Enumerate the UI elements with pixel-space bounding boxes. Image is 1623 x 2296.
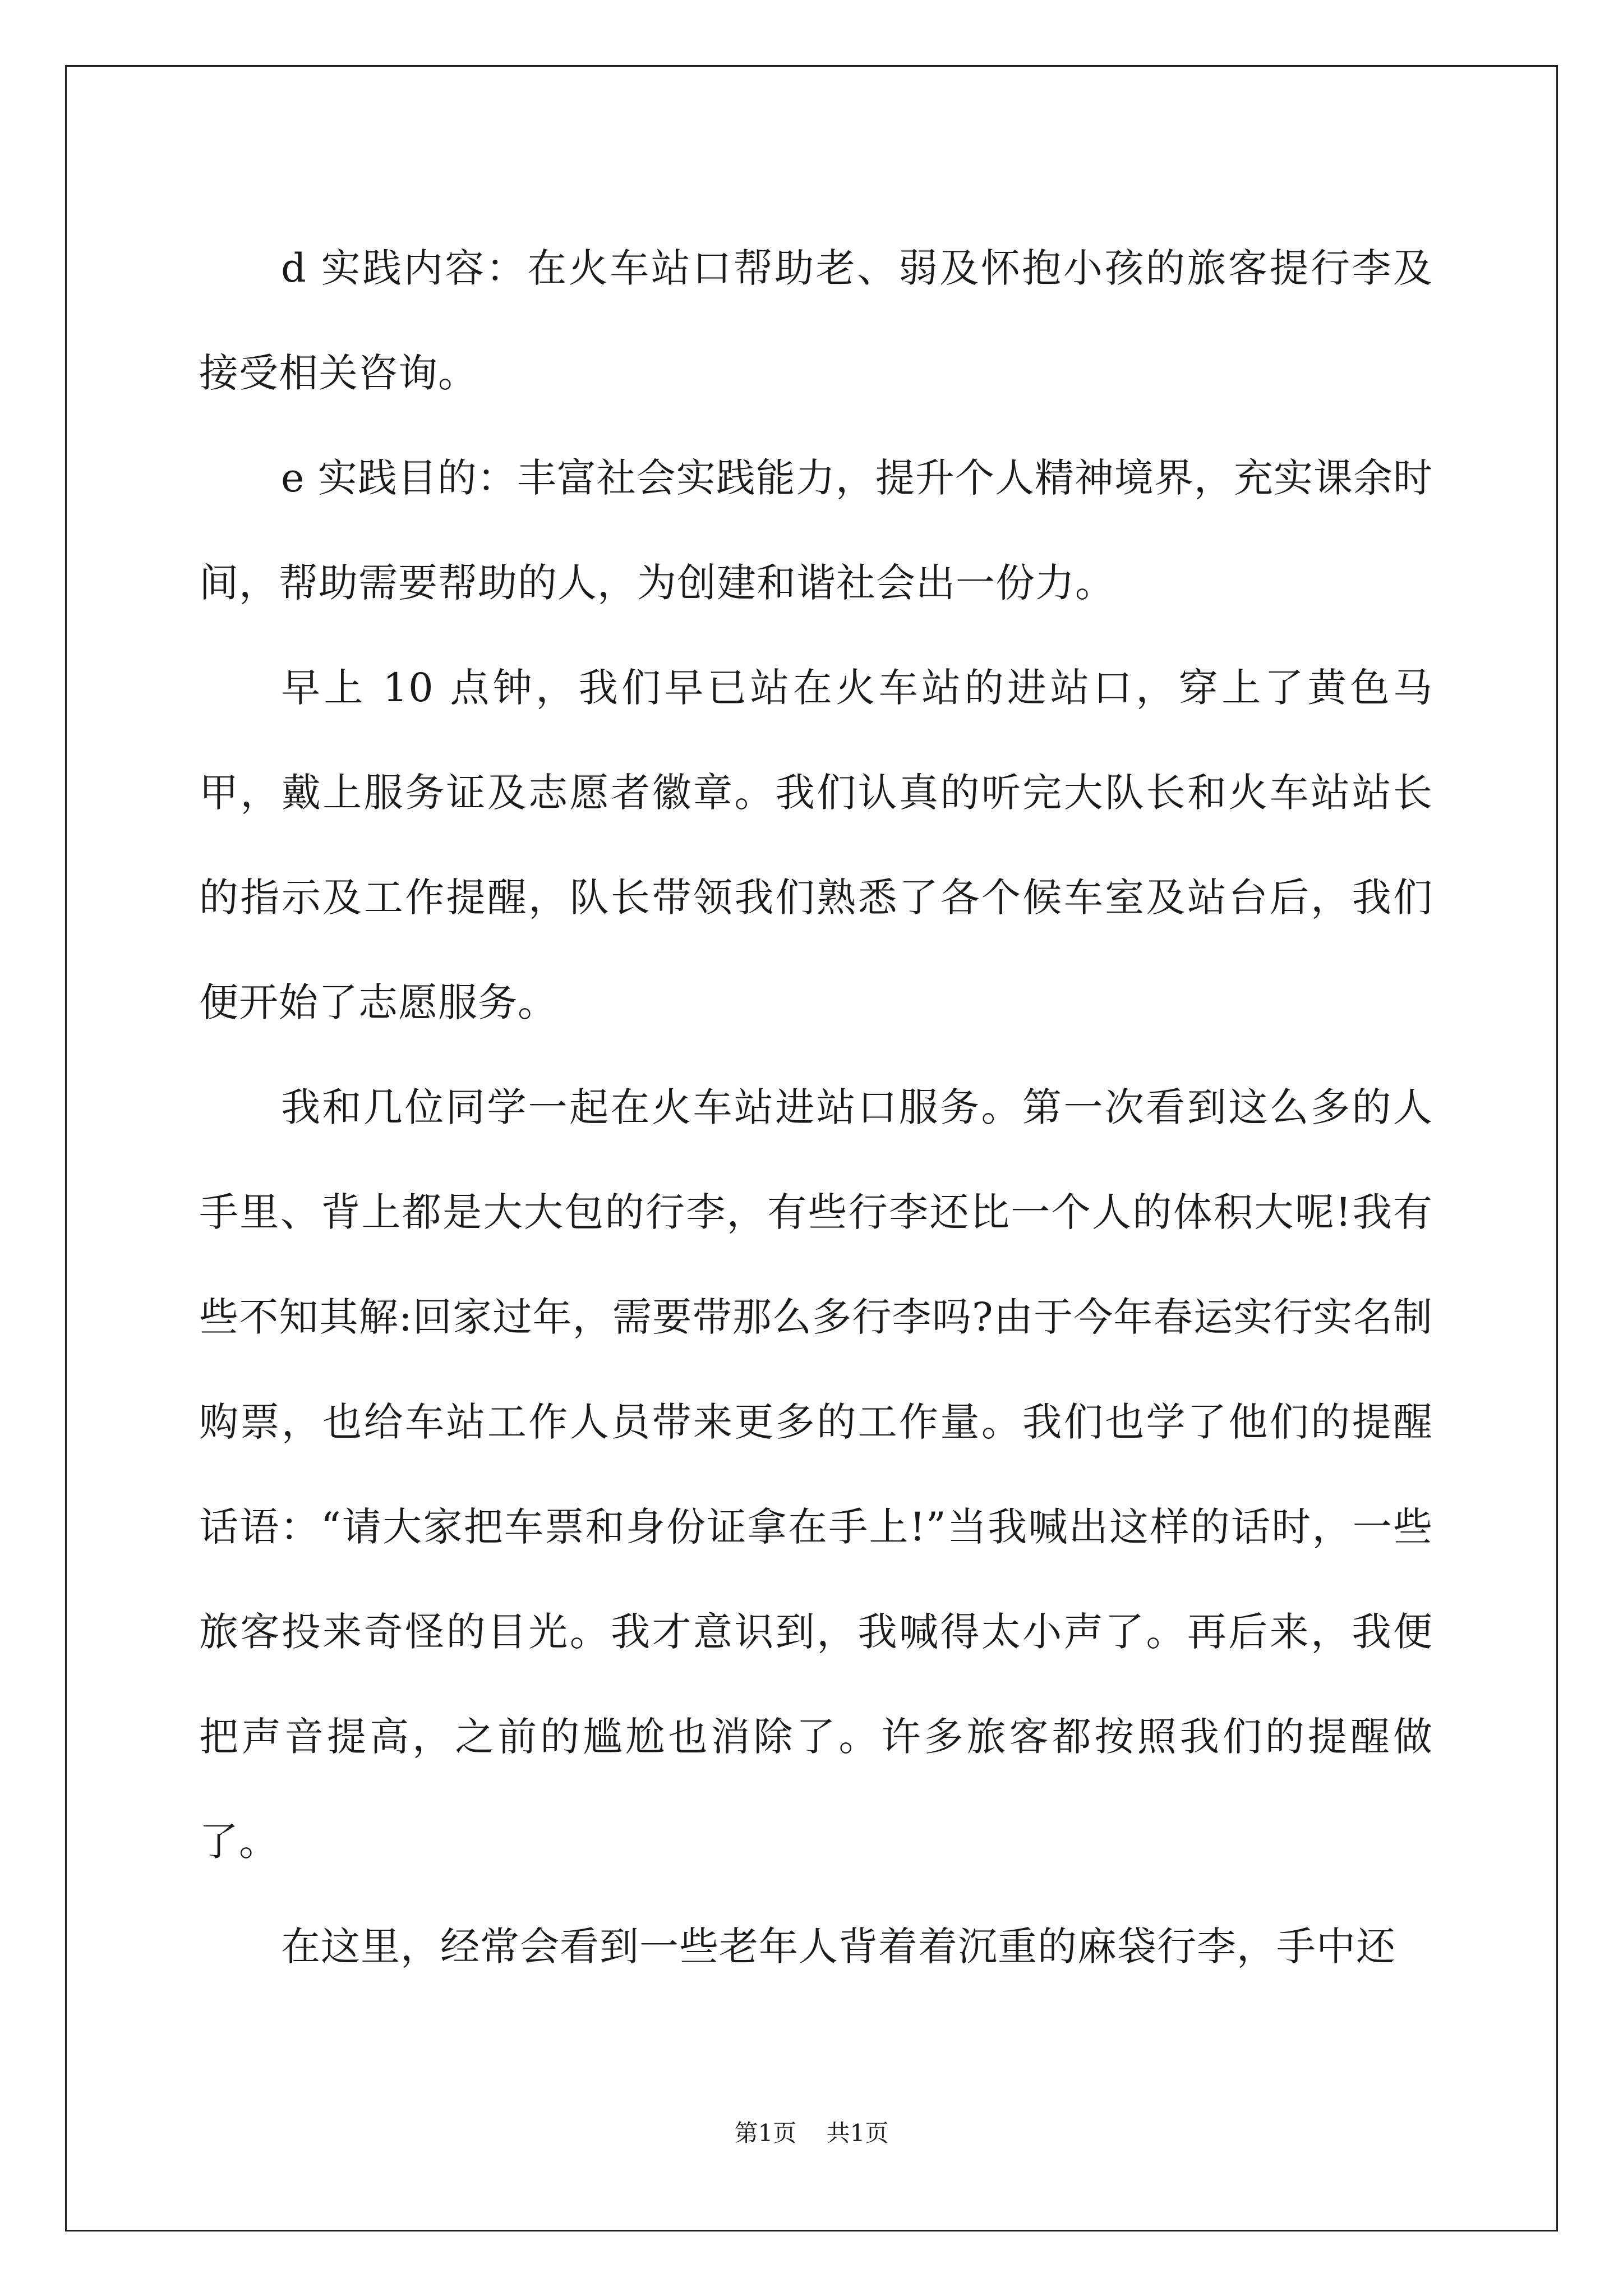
page-total: 共1页 (826, 2119, 889, 2147)
page-footer (0, 2115, 1623, 2148)
paragraph-elderly-travelers: 在这里，经常会看到一些老年人背着着沉重的麻袋行李，手中还 (281, 1924, 1396, 1970)
paragraph-practice-purpose: e 实践目的：丰富社会实践能力，提升个人精神境界，充实课余时间，帮助需要帮助的人，为创建和谐社会出一份力。 (199, 455, 1433, 606)
paragraph-morning-arrival: 早上 10 点钟，我们早已站在火车站的进站口，穿上了黄色马甲，戴上服务证及志愿者徽章。我们认真的听完大队长和火车站站长的指示及工作提醒，队长带领我们熟悉了各个候车室及站台后，我们便开始了志愿服务。 (199, 665, 1433, 1025)
page-number: 第1页 (734, 2119, 797, 2147)
paragraph-entrance-service: 我和几位同学一起在火车站进站口服务。第一次看到这么多的人手里、背上都是大大包的行李，有些行李还比一个人的体积大呢!我有些不知其解:回家过年，需要带那么多行李吗?由于今年春运实行实名制购票，也给车站工作人员带来更多的工作量。我们也学了他们的提醒话语：“请大家把车票和身份证拿在手上!”当我喊出这样的话时，一些旅客投来奇怪的目光。我才意识到，我喊得太小声了。再后来，我便把声音提高，之前的尴尬也消除了。许多旅客都按照我们的提醒做了。 (199, 1084, 1433, 1865)
paragraph-practice-content: d 实践内容：在火车站口帮助老、弱及怀抱小孩的旅客提行李及接受相关咨询。 (199, 245, 1433, 396)
document-body (199, 216, 1433, 1999)
